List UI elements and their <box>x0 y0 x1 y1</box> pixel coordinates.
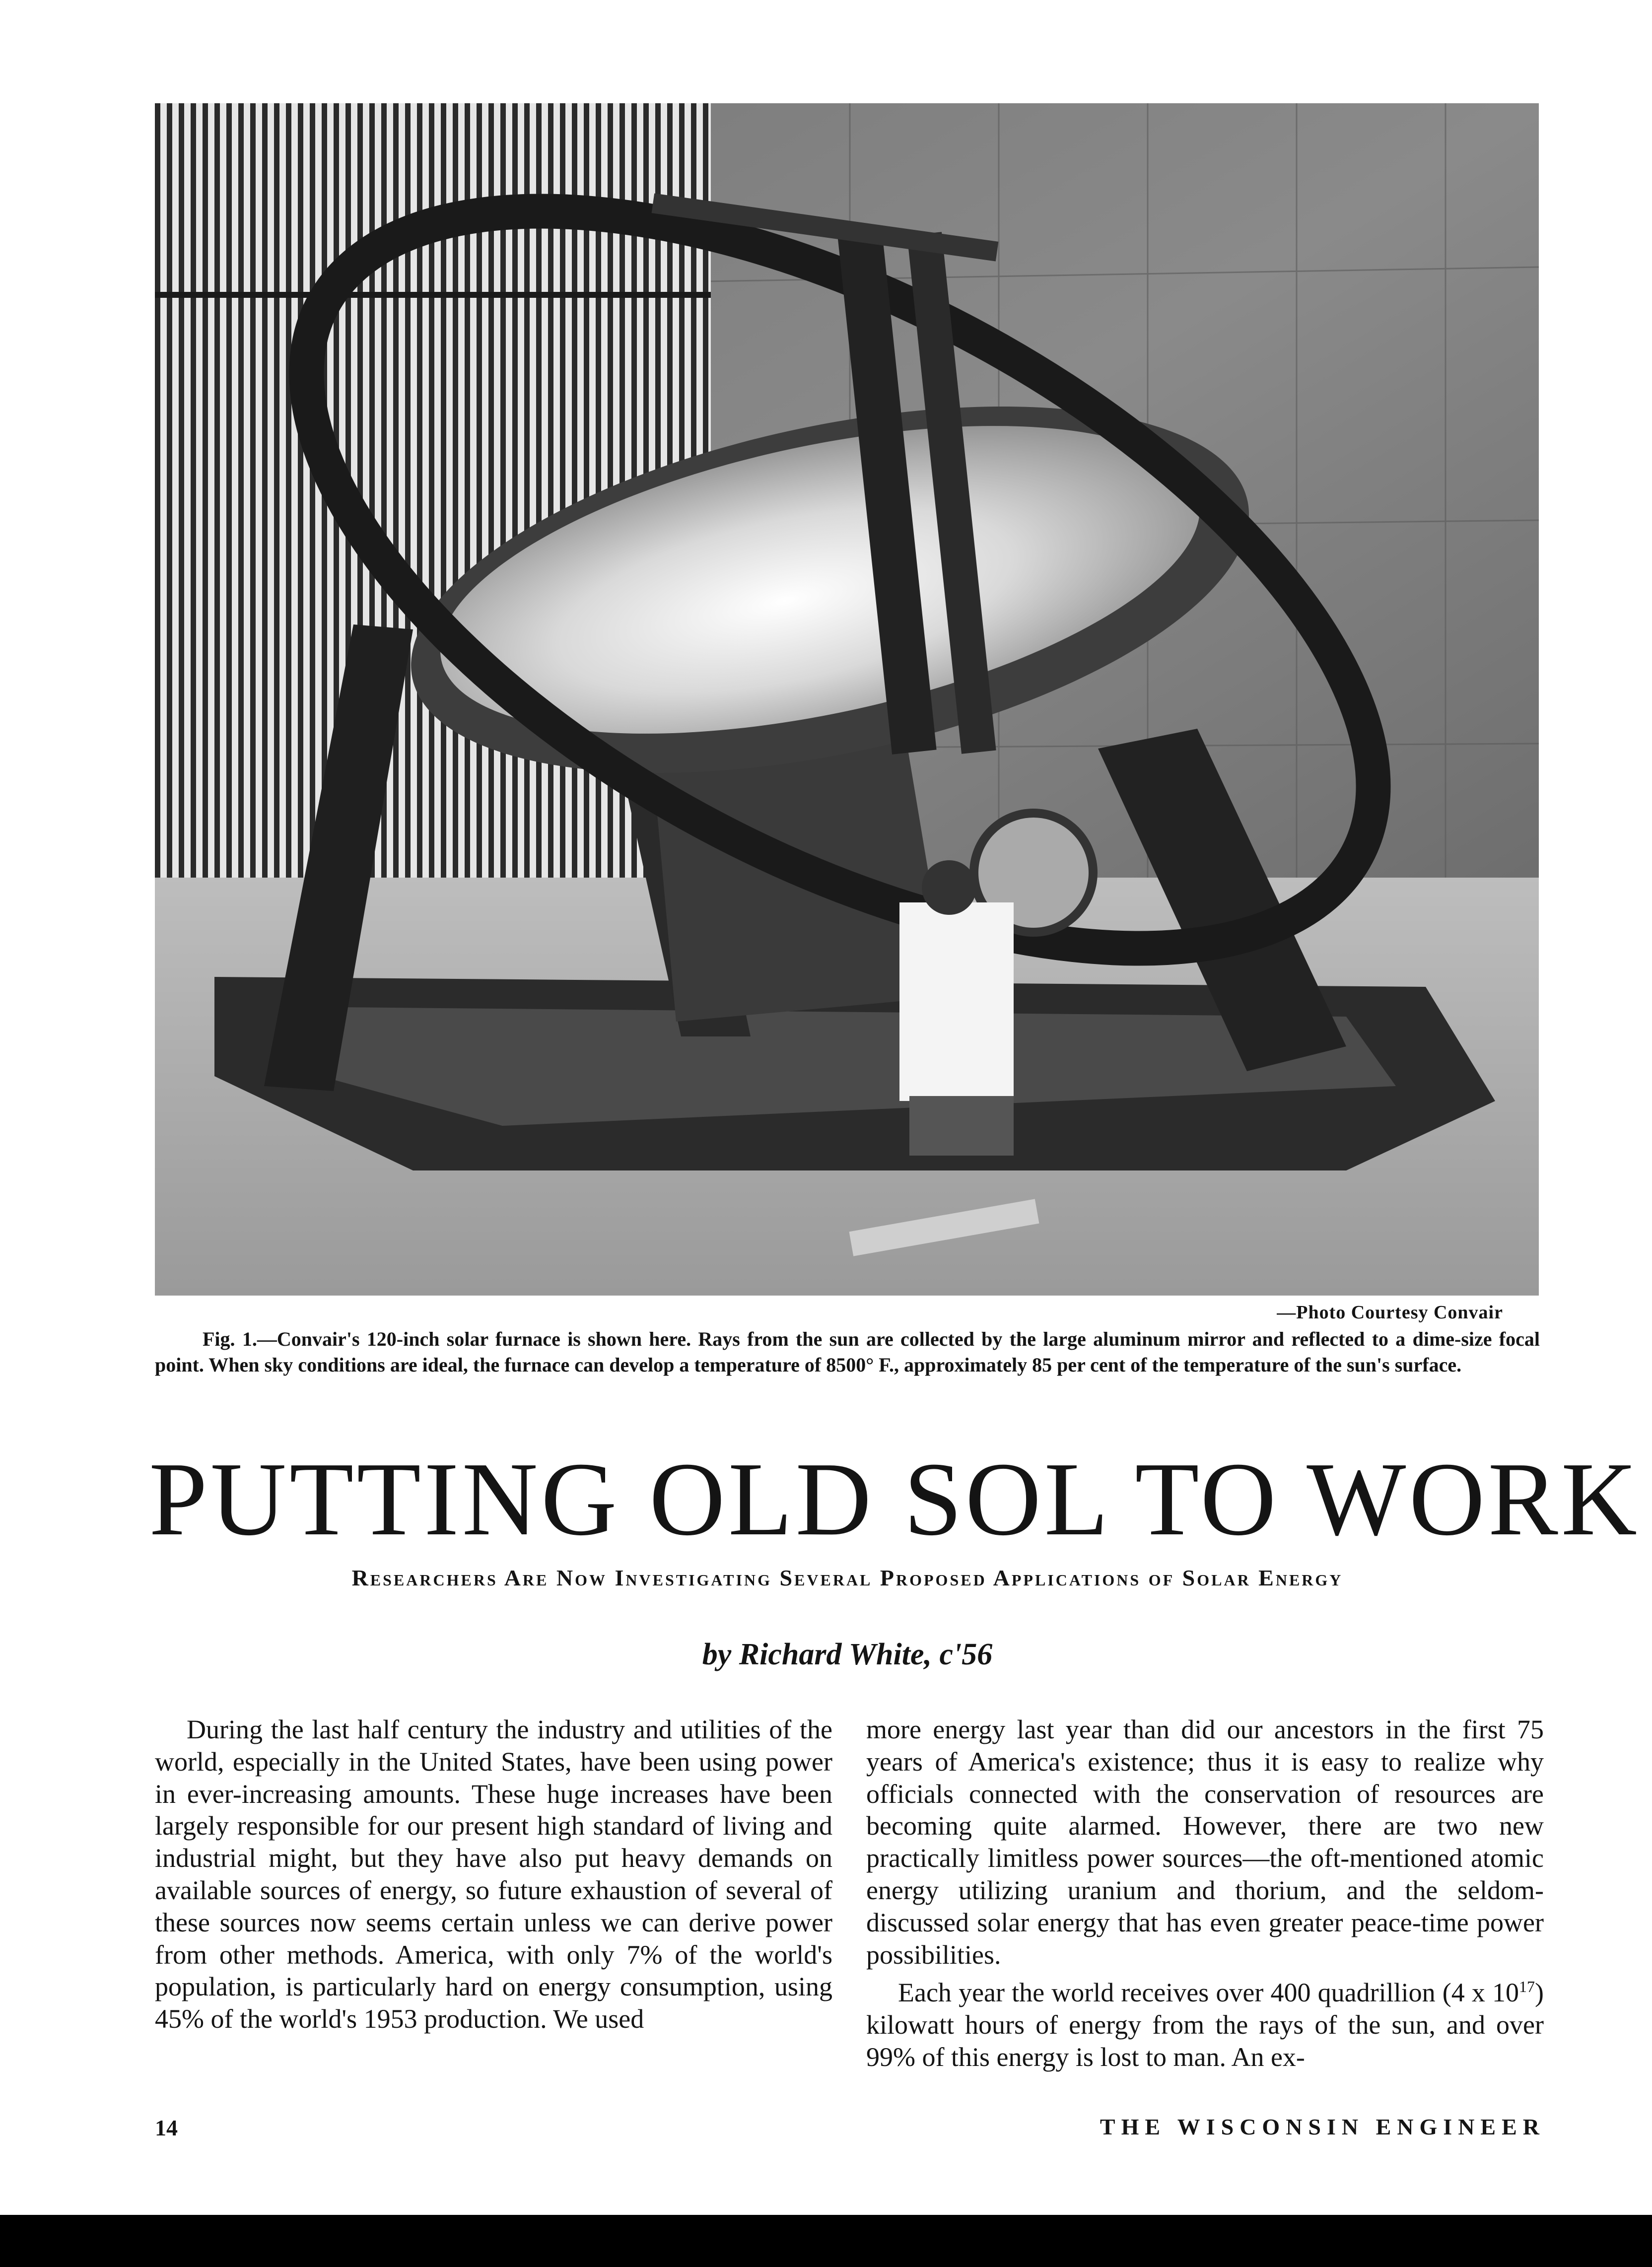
solar-furnace-photo <box>155 103 1539 1296</box>
article-byline: by Richard White, c'56 <box>702 1638 993 1671</box>
paragraph-2-start: Each year the world receives over 400 quadrillion (4 x 10 <box>898 1978 1519 2008</box>
photo-credit: —Photo Courtesy Convair <box>1277 1302 1503 1323</box>
page-number: 14 <box>155 2115 178 2140</box>
solar-furnace-illustration <box>155 103 1539 1296</box>
figure-caption: Fig. 1.—Convair's 120-inch solar furnace is shown here. Rays from the sun are collected by the large aluminum mirror and reflected to a dime-size focal point. When sky conditions are ideal, the furnace can develop a temperature of 8500° F., approximately 85 per cent of the temperature of the sun's surface. <box>155 1328 1540 1376</box>
paragraph-2 <box>866 1971 1544 2073</box>
publication-name: THE WISCONSIN ENGINEER <box>1100 2114 1545 2139</box>
paragraph-1: During the last half century the industry and utilities of the world, especially in the United States, have been using power in ever-increasing amounts. These huge increases have been largely responsible for our present high standard of living and industrial might, but they have also put heavy demands on available sources of energy, so future exhaustion of several of these sources now seems certain unless we can derive power from other methods. America, with only 7% of the world's population, is particularly hard on energy consumption, using 45% of the world's 1953 production. We used <box>155 1715 832 2034</box>
exponent: 17 <box>1519 1978 1535 1996</box>
right-column <box>866 1714 1544 2073</box>
article-subtitle: Researchers Are Now Investigating Several Proposed Applications of Solar Energy <box>351 1565 1343 1590</box>
scan-border <box>0 2215 1652 2267</box>
paragraph-2-end: ) kilowatt hours of energy from the rays of the sun, and over 99% of this energy is lost to man. An ex- <box>866 1978 1544 2072</box>
left-column <box>155 1714 832 2035</box>
article-title: PUTTING OLD SOL TO WORK <box>149 1441 1640 1557</box>
paragraph-1-continuation: more energy last year than did our ancestors in the first 75 years of America's existence; thus it is easy to realize why officials connected with the conservation of resources are becoming quite alarmed. However, there are two new practically limitless power sources—the oft-mentioned atomic energy utilizing uranium and thorium, and the seldom-discussed solar energy that has even greater peace-time power possibilities. <box>866 1715 1544 1970</box>
